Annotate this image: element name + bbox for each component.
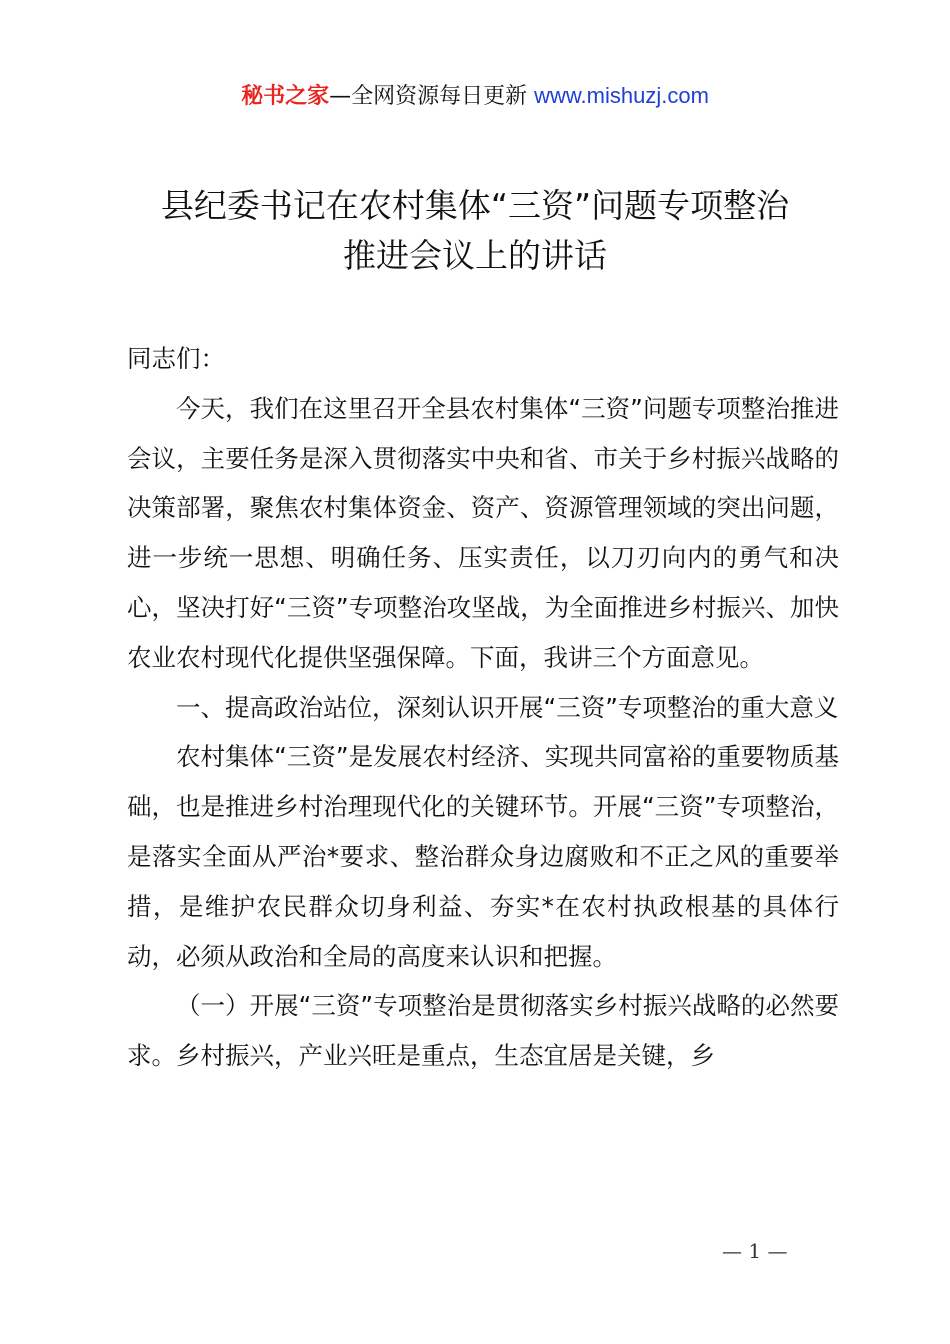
- site-url-link[interactable]: www.mishuzj.com: [534, 83, 709, 108]
- brand-name: 秘书之家: [241, 84, 330, 109]
- page-number: — 1 —: [722, 1239, 788, 1263]
- salutation: 同志们：: [127, 344, 225, 373]
- section-heading-1: 一、提高政治站位，深刻认识开展“三资”专项整治的重大意义: [176, 692, 839, 722]
- document-title: [100, 181, 850, 281]
- title-line-1: 县纪委书记在农村集体“三资”问题专项整治: [160, 186, 790, 225]
- paragraph-subsection-1: （一）开展“三资”专项整治是贯彻落实乡村振兴战略的必然要求。乡村振兴，产业兴旺是重点，生态宜居是关键，乡: [127, 991, 839, 1071]
- title-line-2: 推进会议上的讲话: [343, 236, 607, 275]
- document-body: [127, 334, 839, 1081]
- paragraph-significance: 农村集体“三资”是发展农村经济、实现共同富裕的重要物质基础，也是推进乡村治理现代化的关键环节。开展“三资”专项整治，是落实全面从严治*要求、整治群众身边腐败和不正之风的重要举措，是维护农民群众切身利益、夯实*在农村执政根基的具体行动，必须从政治和全局的高度来认识和把握。: [127, 742, 839, 971]
- header-tagline: —全网资源每日更新: [329, 84, 528, 109]
- paragraph-intro: 今天，我们在这里召开全县农村集体“三资”问题专项整治推进会议，主要任务是深入贯彻落实中央和省、市关于乡村振兴战略的决策部署，聚焦农村集体资金、资产、资源管理领域的突出问题，进一步统一思想、明确任务、压实责任，以刀刃向内的勇气和决心，坚决打好“三资”专项整治攻坚战，为全面推进乡村振兴、加快农业农村现代化提供坚强保障。下面，我讲三个方面意见。: [127, 393, 839, 672]
- site-header: [0, 80, 950, 113]
